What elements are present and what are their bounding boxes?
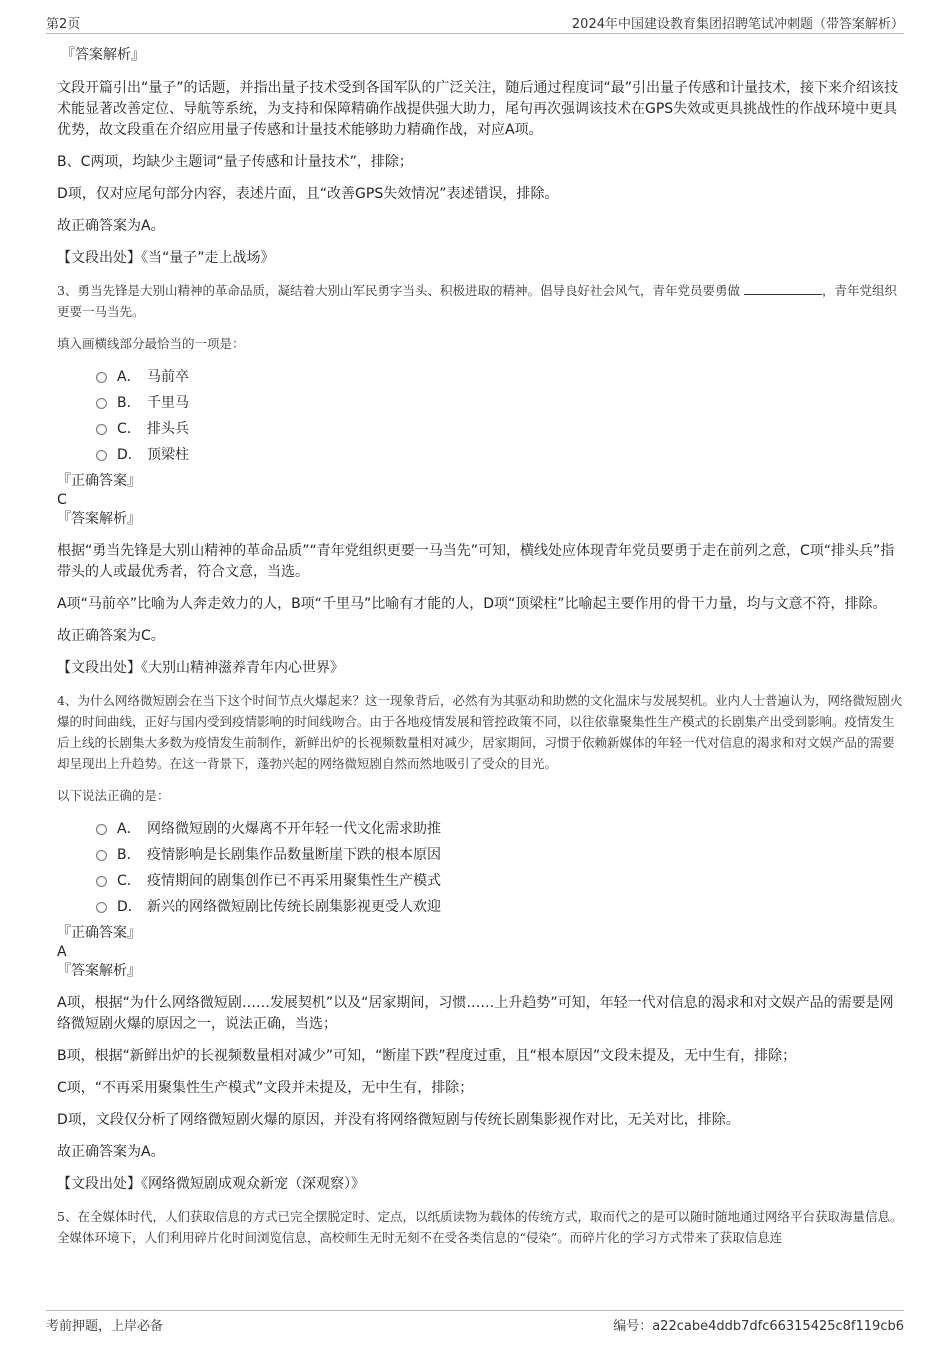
option-text: 马前卒	[147, 369, 189, 385]
q3-stem-before: 3、勇当先锋是大别山精神的革命品质，凝结着大别山军民勇字当头、积极进取的精神。倡导良好社会风气，青年党员要勇做	[57, 283, 740, 298]
option-text: 疫情影响是长剧集作品数量断崖下跌的根本原因	[147, 847, 441, 863]
radio-icon[interactable]	[96, 850, 107, 861]
q4-analysis-para-1: A项，根据“为什么网络微短剧……发展契机”以及“居家期间，习惯……上升趋势”可知，年轻一代对信息的渴求和对文娱产品的需要是网络微短剧火爆的原因之一，说法正确，当选；	[57, 995, 894, 1032]
q3-stem-after: ，青年党组织更要一马当先。	[57, 283, 897, 319]
q3-analysis-para-1: 根据“勇当先锋是大别山精神的革命品质”“青年党组织更要一马当先”可知，横线处应体现青年党员要勇于走在前列之意，C项“排头兵”指带头的人或最优秀者，符合文意，当选。	[57, 543, 895, 580]
radio-icon[interactable]	[96, 372, 107, 383]
q4-options	[57, 816, 904, 920]
q3-analysis-para-2: A项“马前卒”比喻为人奔走效力的人，B项“千里马”比喻有才能的人，D项“顶梁柱”比喻起主要作用的骨干力量，均与文意不符，排除。	[57, 596, 887, 612]
document-body	[57, 46, 904, 1248]
radio-icon[interactable]	[96, 824, 107, 835]
q4-option-d[interactable]	[96, 894, 904, 920]
q4-source: 【文段出处】《网络微短剧成观众新宠（深观察）》	[57, 1176, 365, 1192]
page-number: 第2页	[46, 17, 81, 32]
q4-analysis-para-3: C项，“不再采用聚集性生产模式”文段并未提及，无中生有，排除；	[57, 1080, 474, 1096]
option-text: 新兴的网络微短剧比传统长剧集影视更受人欢迎	[147, 899, 441, 915]
q3-stem	[57, 280, 904, 322]
q2-analysis-para-1: 文段开篇引出“量子”的话题，并指出量子技术受到各国军队的广泛关注，随后通过程度词“最”引出量子传感和计量技术，接下来介绍该技术能显著改善定位、导航等系统，为支持和保障精确作战提供强大助力，尾句再次强调该技术在GPS失效或更具挑战性的作战环境中更具优势，故文段重在介绍应用量子传感和计量技术能够助力精确作战，对应A项。	[57, 80, 899, 138]
q3-answer-blank	[744, 282, 822, 295]
option-key: C．	[117, 421, 141, 437]
q3-answer-label: 『正确答案』	[57, 473, 141, 489]
radio-icon[interactable]	[96, 398, 107, 409]
radio-icon[interactable]	[96, 424, 107, 435]
document-id: 编号：a22cabe4ddb7dfc66315425c8f119cb6	[613, 1319, 904, 1334]
option-text: 千里马	[147, 395, 189, 411]
option-text: 顶梁柱	[147, 447, 189, 463]
q2-analysis-para-3: D项，仅对应尾句部分内容，表述片面，且“改善GPS失效情况”表述错误，排除。	[57, 186, 559, 202]
q3-option-b[interactable]	[96, 390, 904, 416]
radio-icon[interactable]	[96, 450, 107, 461]
q4-option-b[interactable]	[96, 842, 904, 868]
q4-analysis-label: 『答案解析』	[57, 963, 141, 979]
q4-answer-label: 『正确答案』	[57, 925, 141, 941]
q3-answer: C	[57, 492, 67, 508]
q3-prompt: 填入画横线部分最恰当的一项是：	[57, 336, 245, 351]
option-key: D．	[117, 899, 142, 915]
option-text: 排头兵	[147, 421, 189, 437]
option-key: D．	[117, 447, 142, 463]
radio-icon[interactable]	[96, 876, 107, 887]
q2-analysis-label: 『答案解析』	[61, 47, 145, 63]
q5-stem: 5、在全媒体时代，人们获取信息的方式已完全摆脱定时、定点，以纸质读物为载体的传统方式，取而代之的是可以随时随地通过网络平台获取海量信息。全媒体环境下，人们利用碎片化时间浏览信息，高校师生无时无刻不在受各类信息的“侵染”。而碎片化的学习方式带来了获取信息连	[57, 1209, 903, 1245]
page-footer	[46, 1310, 904, 1333]
q3-options	[57, 364, 904, 468]
q4-analysis-para-5: 故正确答案为A。	[57, 1144, 165, 1160]
q3-source: 【文段出处】《大别山精神滋养青年内心世界》	[57, 660, 344, 676]
q3-analysis-para-3: 故正确答案为C。	[57, 628, 165, 644]
q3-option-d[interactable]	[96, 442, 904, 468]
option-key: C．	[117, 873, 141, 889]
option-text: 网络微短剧的火爆离不开年轻一代文化需求助推	[147, 821, 441, 837]
q2-source: 【文段出处】《当“量子”走上战场》	[57, 250, 275, 266]
radio-icon[interactable]	[96, 902, 107, 913]
q3-option-c[interactable]	[96, 416, 904, 442]
option-key: B．	[117, 847, 141, 863]
q4-option-a[interactable]	[96, 816, 904, 842]
page-header	[46, 13, 904, 34]
q4-prompt: 以下说法正确的是：	[57, 788, 170, 803]
option-key: A．	[117, 821, 141, 837]
option-key: B．	[117, 395, 141, 411]
document-title: 2024年中国建设教育集团招聘笔试冲刺题（带答案解析）	[571, 17, 904, 32]
q2-analysis-para-2: B、C两项，均缺少主题词“量子传感和计量技术”，排除；	[57, 154, 413, 170]
q2-analysis-para-4: 故正确答案为A。	[57, 218, 165, 234]
footer-slogan: 考前押题，上岸必备	[46, 1319, 164, 1334]
q4-option-c[interactable]	[96, 868, 904, 894]
q4-analysis-para-2: B项，根据“新鲜出炉的长视频数量相对减少”可知，“断崖下跌”程度过重，且“根本原因”文段未提及，无中生有，排除；	[57, 1048, 797, 1064]
option-text: 疫情期间的剧集创作已不再采用聚集性生产模式	[147, 873, 441, 889]
q4-analysis-para-4: D项，文段仅分析了网络微短剧火爆的原因，并没有将网络微短剧与传统长剧集影视作对比，无关对比，排除。	[57, 1112, 740, 1128]
q3-analysis-label: 『答案解析』	[57, 511, 141, 527]
q4-answer: A	[57, 944, 67, 960]
q3-option-a[interactable]	[96, 364, 904, 390]
option-key: A．	[117, 369, 141, 385]
q4-stem: 4、为什么网络微短剧会在当下这个时间节点火爆起来？这一现象背后，必然有为其驱动和助燃的文化温床与发展契机。业内人士普遍认为，网络微短剧火爆的时间曲线，正好与国内受到疫情影响的时间线吻合。由于各地疫情发展和管控政策不同，以往依靠聚集性生产模式的长剧集产出受到影响。疫情发生后上线的长剧集大多数为疫情发生前制作，新鲜出炉的长视频数量相对减少，居家期间，习惯于依赖新媒体的年轻一代对信息的渴求和对文娱产品的需要却呈现出上升趋势。在这一背景下，蓬勃兴起的网络微短剧自然而然地吸引了受众的目光。	[57, 693, 903, 771]
